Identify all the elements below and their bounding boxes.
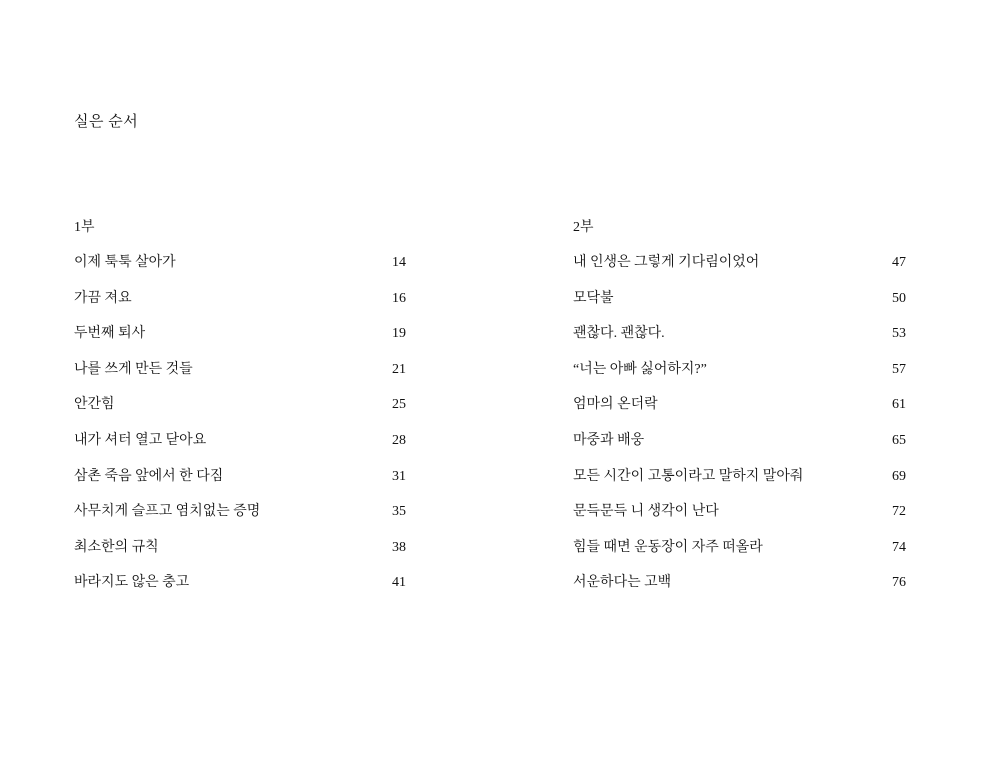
toc-entry-title: 문득문득 니 생각이 난다	[573, 504, 719, 520]
toc-entry	[573, 324, 906, 344]
toc-entry-page: 16	[392, 290, 406, 306]
toc-entry-title: 사무치게 슬프고 염치없는 증명	[74, 504, 261, 520]
toc-entry-title: 안간힘	[74, 397, 115, 413]
toc-entry-page: 25	[392, 397, 406, 413]
toc-entry	[573, 395, 906, 415]
toc-entry-page: 61	[892, 397, 906, 413]
toc-entry-page: 14	[392, 255, 406, 270]
toc-entry-title: 엄마의 온더락	[573, 397, 658, 413]
toc-entry	[573, 502, 906, 522]
toc-entry-page: 35	[392, 504, 406, 520]
toc-title: 실은 순서	[74, 114, 139, 130]
part-1	[74, 218, 406, 609]
toc-entry	[74, 431, 406, 451]
toc-entry-title: 괜찮다. 괜찮다.	[573, 326, 665, 342]
toc-entry-page: 19	[392, 326, 406, 342]
toc-entry-title: 내 인생은 그렇게 기다림이었어	[573, 255, 760, 270]
toc-entry-page: 28	[392, 432, 406, 448]
toc-entry-page: 76	[892, 575, 906, 591]
part-heading: 2부	[573, 220, 594, 235]
toc-entry-title: 마중과 배웅	[573, 432, 645, 448]
toc-entry-page: 38	[392, 539, 406, 555]
toc-entry	[573, 467, 906, 487]
toc-entry-title: 가끔 져요	[74, 290, 132, 306]
toc-entry	[74, 324, 406, 344]
toc-entry-title: 모닥불	[573, 290, 614, 306]
toc-entry-title: 최소한의 규칙	[74, 539, 159, 555]
toc-entry	[74, 360, 406, 380]
part-heading: 1부	[74, 220, 95, 235]
toc-entry-title: 두번째 퇴사	[74, 326, 146, 342]
toc-entry-page: 53	[892, 326, 906, 342]
toc-entry-page: 31	[392, 468, 406, 484]
toc-entry-page: 57	[892, 361, 906, 377]
toc-entry-title: 내가 셔터 열고 닫아요	[74, 432, 207, 448]
toc-entry-page: 47	[892, 255, 906, 270]
toc-entry	[74, 289, 406, 309]
toc-entry	[74, 538, 406, 558]
toc-entry	[74, 395, 406, 415]
toc-entry-title: 바라지도 않은 충고	[74, 575, 190, 591]
toc-entry-page: 69	[892, 468, 906, 484]
toc-entry	[573, 289, 906, 309]
toc-entry-page: 72	[892, 504, 906, 520]
toc-entry-page: 74	[892, 539, 906, 555]
toc-entry	[573, 431, 906, 451]
toc-entry	[74, 253, 406, 273]
toc-entry-title: 이제 툭툭 살아가	[74, 255, 176, 270]
toc-entry	[573, 538, 906, 558]
toc-entry-page: 21	[392, 361, 406, 377]
toc-entry	[74, 467, 406, 487]
toc-entry	[573, 573, 906, 593]
toc-entry-title: 삼촌 죽음 앞에서 한 다짐	[74, 468, 224, 484]
toc-entry	[74, 502, 406, 522]
toc-entry-title: “너는 아빠 싫어하지?”	[573, 361, 707, 377]
toc-entry-title: 서운하다는 고백	[573, 575, 672, 591]
toc-entry-title: 모든 시간이 고통이라고 말하지 말아줘	[573, 468, 804, 484]
toc-entry-page: 65	[892, 432, 906, 448]
toc-entry-page: 41	[392, 575, 406, 591]
part-2	[573, 218, 906, 609]
toc-entry	[74, 573, 406, 593]
toc-entry-title: 나를 쓰게 만든 것들	[74, 361, 193, 377]
toc-entry-page: 50	[892, 290, 906, 306]
toc-entry	[573, 360, 906, 380]
toc-entry-title: 힘들 때면 운동장이 자주 떠올라	[573, 539, 763, 555]
toc-entry	[573, 253, 906, 273]
